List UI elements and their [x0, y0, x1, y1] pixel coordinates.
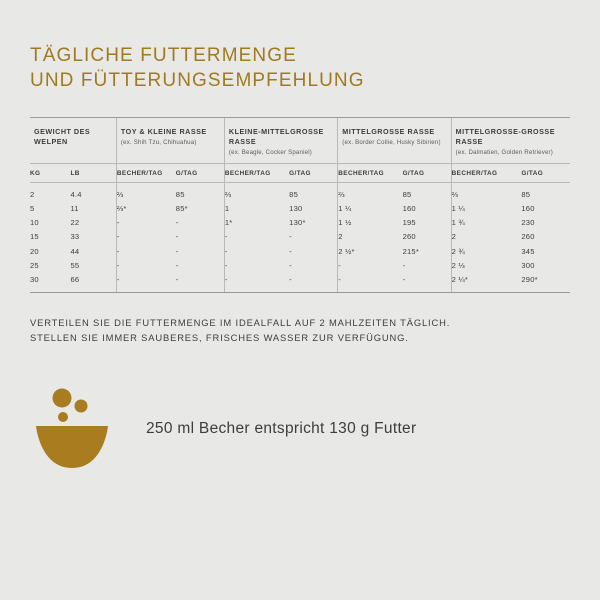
column-header-large-g: G/TAG — [521, 163, 570, 182]
table-row — [30, 244, 570, 258]
feeding-table-body — [30, 182, 570, 292]
column-header-toy-cup: BECHER/TAG — [116, 163, 175, 182]
cell-small-cup: 1 — [224, 201, 289, 215]
feeding-table-container — [30, 117, 570, 293]
cell-medium-cup: 2 — [338, 230, 403, 244]
group-subtitle: (ex. Border Collie, Husky Sibirien) — [342, 139, 441, 147]
column-header-small-g: G/TAG — [289, 163, 338, 182]
cell-large-g: 290* — [521, 274, 538, 284]
cell-toy-cup: - — [116, 258, 175, 272]
cell-medium-g: 85 — [402, 189, 412, 199]
cell-lb: 66 — [70, 274, 80, 284]
cell-lb: 11 — [70, 204, 79, 213]
column-header-lb: LB — [71, 163, 117, 182]
cell-toy-cup: - — [116, 230, 175, 244]
table-row — [30, 230, 570, 244]
cell-small-cup: - — [224, 230, 289, 244]
cell-toy-cup: - — [116, 244, 175, 258]
cell-large-g: 230 — [521, 218, 535, 228]
group-subtitle: (ex. Shih Tzu, Chihuahua) — [120, 139, 197, 147]
conversion-block — [30, 384, 570, 474]
feeding-table — [30, 118, 570, 292]
cell-small-cup: 1* — [224, 216, 289, 230]
group-subtitle: (ex. Beagle, Cocker Spaniel) — [228, 148, 313, 156]
cell-medium-cup: 1 ¼ — [338, 201, 403, 215]
cell-toy-cup: ⅔ — [116, 182, 175, 201]
group-header-small-medium — [224, 118, 337, 163]
group-header-row — [30, 118, 570, 163]
cell-kg: 10 — [30, 218, 39, 228]
group-title: KLEINE-MITTELGROSSE RASSE — [228, 127, 324, 147]
cell-medium-g: - — [402, 260, 406, 270]
cell-small-g: - — [289, 274, 292, 284]
group-title: MITTELGROSSE RASSE — [342, 127, 435, 137]
cell-large-g: 85 — [521, 189, 531, 199]
cell-toy-g: - — [175, 260, 179, 270]
cell-large-cup: 1 ¾ — [451, 216, 521, 230]
cell-lb: 22 — [70, 218, 80, 228]
cell-toy-g: - — [175, 246, 179, 256]
column-header-medium-cup: BECHER/TAG — [338, 163, 403, 182]
column-header-medium-g: G/TAG — [403, 163, 452, 182]
cell-small-g: - — [289, 232, 292, 242]
group-title: TOY & KLEINE RASSE — [120, 127, 207, 137]
column-header-small-cup: BECHER/TAG — [224, 163, 289, 182]
page-title — [30, 44, 570, 93]
cell-small-cup: ⅔ — [224, 182, 289, 201]
cell-lb: 4.4 — [70, 189, 82, 199]
cell-large-cup: 2 ¾ — [451, 244, 521, 258]
cell-kg: 20 — [30, 246, 39, 256]
cell-small-g: 130* — [289, 218, 306, 228]
table-row — [30, 182, 570, 201]
cell-kg: 25 — [30, 260, 39, 270]
cell-lb: 33 — [70, 232, 80, 242]
cell-toy-cup: - — [116, 272, 175, 292]
feeding-note: VERTEILEN SIE DIE FUTTERMENGE IM IDEALFALL AUF 2 MAHLZEITEN TÄGLICH. STELLEN SIE IMMER SAUBERES, FRISCHES WASSER ZUR VERFÜGUNG. — [30, 316, 451, 344]
cell-small-g: 130 — [289, 204, 303, 213]
cell-large-g: 260 — [521, 232, 535, 242]
group-header-toy-small — [116, 118, 224, 163]
cell-medium-cup: - — [338, 258, 403, 272]
cell-medium-g: - — [402, 274, 406, 284]
cell-kg: 30 — [30, 274, 39, 284]
cell-lb: 55 — [70, 260, 80, 270]
cell-large-g: 345 — [521, 246, 535, 256]
cell-small-cup: - — [224, 258, 289, 272]
cell-kg: 15 — [30, 232, 39, 242]
group-header-medium-large — [451, 118, 570, 163]
table-row — [30, 258, 570, 272]
cell-medium-cup: ⅔ — [338, 182, 403, 201]
cell-toy-g: - — [175, 232, 179, 242]
cell-medium-cup: - — [338, 272, 403, 292]
table-row — [30, 201, 570, 215]
cell-small-cup: - — [224, 244, 289, 258]
group-header-weight — [30, 118, 116, 163]
cell-medium-g: 160 — [402, 204, 416, 213]
table-row — [30, 216, 570, 230]
cell-large-cup: 2 ⅓ — [451, 258, 521, 272]
cell-large-g: 300 — [521, 260, 535, 270]
column-header-large-cup: BECHER/TAG — [451, 163, 521, 182]
cell-kg: 5 — [30, 204, 35, 213]
cell-large-cup: 2 ¼* — [451, 272, 521, 292]
feeding-table-head — [30, 118, 570, 182]
cell-small-g: 85 — [289, 189, 299, 199]
column-header-kg: KG — [30, 163, 71, 182]
page-title-line-2: UND FÜTTERUNGSEMPFEHLUNG — [30, 69, 365, 91]
cell-large-cup: ⅔ — [451, 182, 521, 201]
dog-food-bowl-icon — [30, 384, 122, 474]
cell-small-g: - — [289, 260, 292, 270]
cell-toy-cup: - — [116, 216, 175, 230]
group-title: MITTELGROSSE-GROSSE RASSE — [455, 127, 556, 147]
cell-large-g: 160 — [521, 204, 535, 213]
cell-medium-g: 215* — [402, 246, 419, 256]
cell-toy-g: - — [175, 218, 179, 228]
cell-toy-g: - — [175, 274, 179, 284]
cell-medium-g: 195 — [402, 218, 416, 228]
cell-medium-g: 260 — [402, 232, 416, 242]
cell-large-cup: 2 — [451, 230, 521, 244]
cell-kg: 2 — [30, 189, 35, 199]
cell-medium-cup: 1 ½ — [338, 216, 403, 230]
cell-lb: 44 — [70, 246, 80, 256]
cell-small-cup: - — [224, 272, 289, 292]
cell-toy-cup: ⅔* — [116, 201, 175, 215]
cell-toy-g: 85* — [175, 204, 188, 213]
cell-small-g: - — [289, 246, 292, 256]
group-subtitle: (ex. Dalmatien, Golden Retriever) — [455, 148, 554, 156]
conversion-caption: 250 ml Becher entspricht 130 g Futter — [146, 419, 417, 437]
column-header-toy-g: G/TAG — [176, 163, 225, 182]
cell-toy-g: 85 — [175, 189, 185, 199]
group-title: GEWICHT DES WELPEN — [34, 127, 91, 147]
cell-medium-cup: 2 ½* — [338, 244, 403, 258]
table-row — [30, 272, 570, 292]
cell-large-cup: 1 ¼ — [451, 201, 521, 215]
page-title-line-1: TÄGLICHE FUTTERMENGE — [30, 45, 297, 66]
group-header-medium — [338, 118, 451, 163]
unit-header-row — [30, 163, 570, 182]
